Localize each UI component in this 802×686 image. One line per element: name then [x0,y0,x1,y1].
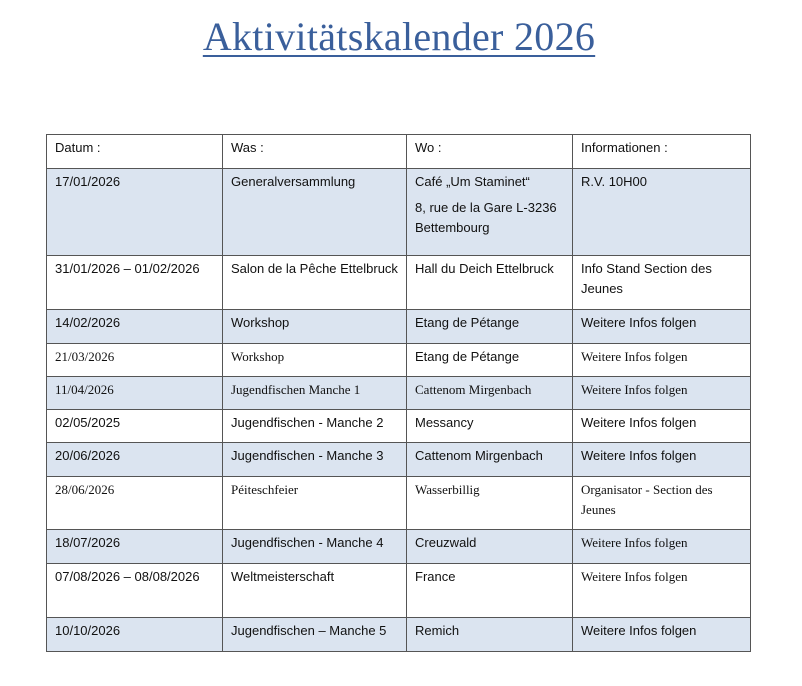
header-info: Informationen : [573,135,751,169]
row-info: Weitere Infos folgen [573,564,751,618]
row-info: Info Stand Section des Jeunes [573,256,751,310]
table-row [47,169,751,256]
row-info: Weitere Infos folgen [573,310,751,344]
row-what: Jugendfischen - Manche 4 [223,530,407,564]
row-what: Salon de la Pêche Ettelbruck [223,256,407,310]
row-date: 14/02/2026 [47,310,223,344]
table-row [47,310,751,344]
row-where-venue: Café „Um Staminet“ [415,174,530,189]
header-where: Wo : [407,135,573,169]
table-row [47,530,751,564]
row-where: Etang de Pétange [407,310,573,344]
row-date: 10/10/2026 [47,618,223,652]
row-what: Jugendfischen - Manche 2 [223,410,407,443]
table-row [47,564,751,618]
row-info: Weitere Infos folgen [573,377,751,410]
row-what: Workshop [223,344,407,377]
row-date: 11/04/2026 [47,377,223,410]
row-date: 18/07/2026 [47,530,223,564]
row-where: Cattenom Mirgenbach [407,377,573,410]
row-where: Creuzwald [407,530,573,564]
row-where: France [407,564,573,618]
table-row [47,477,751,530]
row-where: Wasserbillig [407,477,573,530]
row-date: 28/06/2026 [47,477,223,530]
activity-calendar-table [46,134,751,652]
row-where [407,169,573,256]
row-what: Jugendfischen - Manche 3 [223,443,407,477]
row-date: 31/01/2026 – 01/02/2026 [47,256,223,310]
row-where: Messancy [407,410,573,443]
row-where-address: 8, rue de la Gare L-3236 Bettembourg [415,200,557,235]
row-where: Etang de Pétange [407,344,573,377]
row-date: 20/06/2026 [47,443,223,477]
row-date: 21/03/2026 [47,344,223,377]
page-title: Aktivitätskalender 2026 [202,14,596,59]
row-info: Weitere Infos folgen [573,344,751,377]
row-what: Generalversammlung [223,169,407,256]
row-info: Organisator - Section des Jeunes [573,477,751,530]
row-what: Péiteschfeier [223,477,407,530]
header-what: Was : [223,135,407,169]
row-what: Jugendfischen Manche 1 [223,377,407,410]
row-info: Weitere Infos folgen [573,410,751,443]
table-row [47,410,751,443]
row-info: Weitere Infos folgen [573,530,751,564]
row-info: Weitere Infos folgen [573,618,751,652]
row-what: Weltmeisterschaft [223,564,407,618]
header-row [47,135,751,169]
row-info: Weitere Infos folgen [573,443,751,477]
header-date: Datum : [47,135,223,169]
row-date: 02/05/2025 [47,410,223,443]
row-where: Cattenom Mirgenbach [407,443,573,477]
table-row [47,618,751,652]
row-where: Remich [407,618,573,652]
row-info: R.V. 10H00 [573,169,751,256]
table-row [47,377,751,410]
row-where: Hall du Deich Ettelbruck [407,256,573,310]
table-row [47,443,751,477]
row-date: 17/01/2026 [47,169,223,256]
row-date: 07/08/2026 – 08/08/2026 [47,564,223,618]
table-row [47,256,751,310]
row-what: Workshop [223,310,407,344]
table-row [47,344,751,377]
row-what: Jugendfischen – Manche 5 [223,618,407,652]
